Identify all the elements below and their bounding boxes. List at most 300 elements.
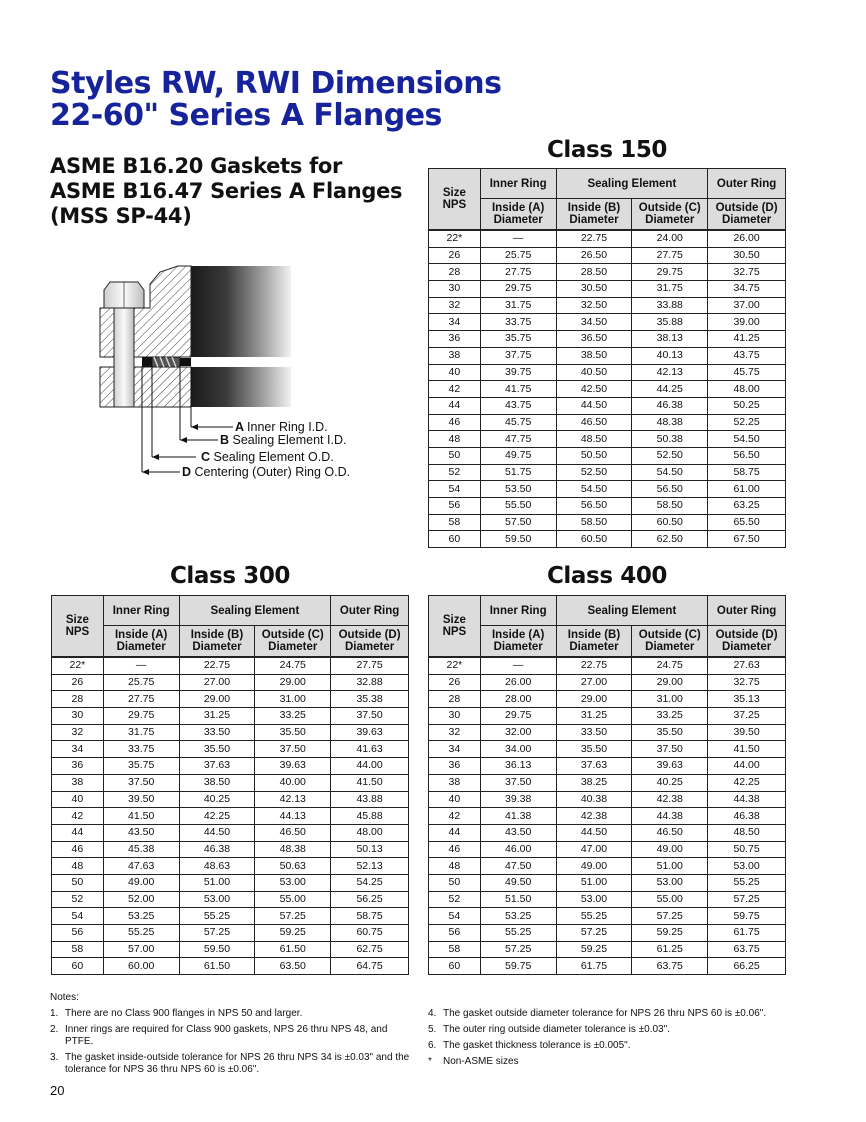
note-item <box>50 1024 410 1048</box>
value-cell: 47.00 <box>556 841 632 858</box>
value-cell: 27.75 <box>480 264 556 281</box>
table-row <box>429 708 786 725</box>
note-number: 5. <box>428 1024 437 1035</box>
value-cell: 31.00 <box>632 691 708 708</box>
value-cell: 35.50 <box>556 741 632 758</box>
size-cell: 56 <box>52 925 104 942</box>
value-cell: 58.50 <box>632 498 708 515</box>
size-nps-header <box>429 169 481 231</box>
table-row <box>52 891 409 908</box>
value-cell: 46.38 <box>632 397 708 414</box>
value-cell: 24.00 <box>632 230 708 247</box>
value-cell: 49.00 <box>632 841 708 858</box>
value-cell: 25.75 <box>103 674 179 691</box>
diameter-c-header: Outside (C) Diameter <box>632 626 708 658</box>
size-cell: 56 <box>429 925 481 942</box>
note-number: 3. <box>50 1052 59 1063</box>
size-cell: 46 <box>52 841 104 858</box>
table-row <box>429 464 786 481</box>
size-cell: 50 <box>429 874 481 891</box>
value-cell: 55.25 <box>556 908 632 925</box>
value-cell: 38.13 <box>632 331 708 348</box>
note-number: 1. <box>50 1008 59 1019</box>
outer-ring-header: Outer Ring <box>708 596 786 626</box>
value-cell: 50.63 <box>255 858 331 875</box>
value-cell: 26.00 <box>480 674 556 691</box>
value-cell: 56.50 <box>708 447 786 464</box>
value-cell: 53.00 <box>179 891 255 908</box>
size-label: Size <box>442 614 466 626</box>
value-cell: 37.50 <box>103 774 179 791</box>
page-title-line-1: Styles RW, RWI Dimensions <box>50 66 502 101</box>
value-cell: 24.75 <box>255 657 331 674</box>
size-cell: 58 <box>429 941 481 958</box>
notes-right <box>428 1008 768 1072</box>
size-cell: 52 <box>429 891 481 908</box>
table-row <box>429 808 786 825</box>
size-cell: 34 <box>429 314 481 331</box>
table-row <box>52 724 409 741</box>
diameter-a-header: Inside (A) Diameter <box>480 626 556 658</box>
diameter-b-header: Inside (B) Diameter <box>179 626 255 658</box>
value-cell: 44.00 <box>708 758 786 775</box>
value-cell: 38.25 <box>556 774 632 791</box>
sealing-element-header: Sealing Element <box>179 596 331 626</box>
size-cell: 42 <box>52 808 104 825</box>
class-400-title: Class 400 <box>546 563 668 589</box>
size-cell: 28 <box>52 691 104 708</box>
value-cell: 61.75 <box>556 958 632 975</box>
class-400-table <box>428 595 786 975</box>
value-cell: 50.38 <box>632 431 708 448</box>
value-cell: 31.75 <box>480 297 556 314</box>
value-cell: 44.13 <box>255 808 331 825</box>
value-cell: 58.50 <box>556 514 632 531</box>
diameter-d-header: Outside (D) Diameter <box>708 626 786 658</box>
value-cell: 36.13 <box>480 758 556 775</box>
value-cell: 59.25 <box>632 925 708 942</box>
note-item <box>428 1040 768 1052</box>
class-300-title: Class 300 <box>169 563 291 589</box>
value-cell: 35.38 <box>331 691 409 708</box>
table-row <box>429 858 786 875</box>
value-cell: 41.75 <box>480 381 556 398</box>
table-row <box>52 874 409 891</box>
class-150-title: Class 150 <box>546 137 668 163</box>
value-cell: 63.75 <box>708 941 786 958</box>
value-cell: 53.50 <box>480 481 556 498</box>
value-cell: 43.75 <box>480 397 556 414</box>
table-row <box>52 791 409 808</box>
value-cell: 40.38 <box>556 791 632 808</box>
page-subtitle <box>50 154 402 229</box>
note-number: 4. <box>428 1008 437 1019</box>
table-row <box>52 708 409 725</box>
value-cell: 43.88 <box>331 791 409 808</box>
value-cell: 40.50 <box>556 364 632 381</box>
value-cell: 56.25 <box>331 891 409 908</box>
value-cell: 44.38 <box>632 808 708 825</box>
class-300-table <box>51 595 409 975</box>
value-cell: 59.75 <box>480 958 556 975</box>
value-cell: 46.38 <box>708 808 786 825</box>
value-cell: 48.38 <box>255 841 331 858</box>
value-cell: 41.63 <box>331 741 409 758</box>
value-cell: 55.25 <box>179 908 255 925</box>
value-cell: 49.00 <box>103 874 179 891</box>
gasket-cross-section-diagram <box>88 262 388 492</box>
value-cell: 45.75 <box>480 414 556 431</box>
size-cell: 58 <box>52 941 104 958</box>
size-cell: 56 <box>429 498 481 515</box>
value-cell: 39.63 <box>632 758 708 775</box>
table-row <box>52 691 409 708</box>
value-cell: 29.75 <box>103 708 179 725</box>
value-cell: 57.25 <box>480 941 556 958</box>
value-cell: 41.25 <box>708 331 786 348</box>
size-cell: 22* <box>52 657 104 674</box>
value-cell: 44.38 <box>708 791 786 808</box>
value-cell: — <box>103 657 179 674</box>
size-cell: 48 <box>429 858 481 875</box>
value-cell: 33.25 <box>632 708 708 725</box>
size-cell: 46 <box>429 841 481 858</box>
table-row <box>429 498 786 515</box>
value-cell: 38.50 <box>556 347 632 364</box>
value-cell: 57.50 <box>480 514 556 531</box>
note-number: * <box>428 1056 432 1067</box>
table-row <box>429 431 786 448</box>
size-cell: 30 <box>429 281 481 298</box>
value-cell: 35.50 <box>255 724 331 741</box>
table-row <box>429 364 786 381</box>
size-cell: 40 <box>429 364 481 381</box>
value-cell: 37.50 <box>632 741 708 758</box>
value-cell: 53.25 <box>480 908 556 925</box>
diameter-d-header: Outside (D) Diameter <box>331 626 409 658</box>
value-cell: 27.75 <box>103 691 179 708</box>
value-cell: 27.75 <box>331 657 409 674</box>
diameter-b-header: Inside (B) Diameter <box>556 199 632 231</box>
value-cell: 35.13 <box>708 691 786 708</box>
table-row <box>429 414 786 431</box>
value-cell: 36.50 <box>556 331 632 348</box>
value-cell: 43.75 <box>708 347 786 364</box>
table-row <box>429 774 786 791</box>
size-cell: 44 <box>52 824 104 841</box>
value-cell: 61.50 <box>255 941 331 958</box>
table-row <box>52 824 409 841</box>
size-cell: 44 <box>429 824 481 841</box>
value-cell: 53.00 <box>708 858 786 875</box>
table-row <box>429 331 786 348</box>
value-cell: 27.75 <box>632 247 708 264</box>
note-number: 2. <box>50 1024 59 1035</box>
value-cell: 53.25 <box>103 908 179 925</box>
value-cell: 55.25 <box>708 874 786 891</box>
diagram-label-c: C Sealing Element O.D. <box>201 450 334 464</box>
size-label: Size <box>442 187 466 199</box>
subtitle-line-3: (MSS SP-44) <box>50 204 192 228</box>
value-cell: 37.63 <box>556 758 632 775</box>
value-cell: 34.50 <box>556 314 632 331</box>
size-cell: 36 <box>52 758 104 775</box>
size-cell: 32 <box>429 724 481 741</box>
table-row <box>52 741 409 758</box>
value-cell: 42.38 <box>632 791 708 808</box>
note-text: The gasket outside diameter tolerance for NPS 26 thru NPS 60 is ±0.06". <box>443 1008 767 1019</box>
value-cell: 55.00 <box>255 891 331 908</box>
value-cell: 32.75 <box>708 674 786 691</box>
value-cell: 42.25 <box>708 774 786 791</box>
value-cell: 41.50 <box>103 808 179 825</box>
class-150-table <box>428 168 786 548</box>
diameter-d-header: Outside (D) Diameter <box>708 199 786 231</box>
value-cell: 53.00 <box>556 891 632 908</box>
value-cell: 30.50 <box>708 247 786 264</box>
value-cell: 54.50 <box>708 431 786 448</box>
table-row <box>429 447 786 464</box>
size-cell: 50 <box>429 447 481 464</box>
value-cell: 50.13 <box>331 841 409 858</box>
value-cell: 42.50 <box>556 381 632 398</box>
value-cell: 29.00 <box>255 674 331 691</box>
value-cell: — <box>480 230 556 247</box>
value-cell: 33.88 <box>632 297 708 314</box>
value-cell: 57.25 <box>708 891 786 908</box>
note-item <box>428 1056 768 1068</box>
value-cell: 35.50 <box>179 741 255 758</box>
value-cell: 63.75 <box>632 958 708 975</box>
table-row <box>52 657 409 674</box>
table-row <box>52 758 409 775</box>
value-cell: 54.25 <box>331 874 409 891</box>
size-cell: 22* <box>429 230 481 247</box>
diameter-c-header: Outside (C) Diameter <box>255 626 331 658</box>
value-cell: 59.50 <box>179 941 255 958</box>
value-cell: 48.00 <box>708 381 786 398</box>
value-cell: 37.00 <box>708 297 786 314</box>
table-row <box>429 531 786 548</box>
value-cell: 40.00 <box>255 774 331 791</box>
table-row <box>52 774 409 791</box>
value-cell: — <box>480 657 556 674</box>
size-cell: 52 <box>52 891 104 908</box>
value-cell: 47.75 <box>480 431 556 448</box>
value-cell: 65.50 <box>708 514 786 531</box>
nps-label: NPS <box>65 626 90 638</box>
value-cell: 44.00 <box>331 758 409 775</box>
value-cell: 31.25 <box>556 708 632 725</box>
value-cell: 32.88 <box>331 674 409 691</box>
value-cell: 31.00 <box>255 691 331 708</box>
value-cell: 57.25 <box>632 908 708 925</box>
size-cell: 54 <box>429 908 481 925</box>
value-cell: 55.25 <box>103 925 179 942</box>
value-cell: 29.00 <box>632 674 708 691</box>
size-cell: 60 <box>52 958 104 975</box>
value-cell: 57.25 <box>255 908 331 925</box>
size-cell: 38 <box>429 774 481 791</box>
table-row <box>429 841 786 858</box>
value-cell: 27.00 <box>556 674 632 691</box>
value-cell: 48.00 <box>331 824 409 841</box>
value-cell: 57.00 <box>103 941 179 958</box>
value-cell: 51.75 <box>480 464 556 481</box>
page-number: 20 <box>50 1083 65 1098</box>
note-number: 6. <box>428 1040 437 1051</box>
value-cell: 31.25 <box>179 708 255 725</box>
value-cell: 61.75 <box>708 925 786 942</box>
value-cell: 24.75 <box>632 657 708 674</box>
value-cell: 43.50 <box>103 824 179 841</box>
value-cell: 41.50 <box>708 741 786 758</box>
note-text: Inner rings are required for Class 900 gaskets, NPS 26 thru NPS 48, and PTFE. <box>65 1024 388 1047</box>
value-cell: 52.13 <box>331 858 409 875</box>
table-row <box>52 841 409 858</box>
value-cell: 39.38 <box>480 791 556 808</box>
value-cell: 31.75 <box>632 281 708 298</box>
size-cell: 30 <box>52 708 104 725</box>
size-cell: 50 <box>52 874 104 891</box>
size-cell: 26 <box>429 674 481 691</box>
note-item <box>428 1024 768 1036</box>
value-cell: 48.63 <box>179 858 255 875</box>
size-cell: 28 <box>429 264 481 281</box>
value-cell: 39.63 <box>255 758 331 775</box>
value-cell: 34.75 <box>708 281 786 298</box>
table-row <box>429 724 786 741</box>
value-cell: 58.75 <box>708 464 786 481</box>
size-cell: 26 <box>52 674 104 691</box>
value-cell: 52.50 <box>556 464 632 481</box>
table-row <box>429 691 786 708</box>
value-cell: 29.75 <box>480 281 556 298</box>
value-cell: 29.00 <box>556 691 632 708</box>
value-cell: 39.00 <box>708 314 786 331</box>
value-cell: 59.25 <box>255 925 331 942</box>
value-cell: 32.00 <box>480 724 556 741</box>
diameter-b-header: Inside (B) Diameter <box>556 626 632 658</box>
size-cell: 42 <box>429 808 481 825</box>
value-cell: 38.50 <box>179 774 255 791</box>
value-cell: 22.75 <box>556 230 632 247</box>
value-cell: 47.50 <box>480 858 556 875</box>
value-cell: 60.00 <box>103 958 179 975</box>
size-cell: 34 <box>429 741 481 758</box>
size-cell: 54 <box>52 908 104 925</box>
value-cell: 35.88 <box>632 314 708 331</box>
value-cell: 29.75 <box>480 708 556 725</box>
value-cell: 26.00 <box>708 230 786 247</box>
value-cell: 61.50 <box>179 958 255 975</box>
table-row <box>429 741 786 758</box>
value-cell: 37.75 <box>480 347 556 364</box>
value-cell: 43.50 <box>480 824 556 841</box>
value-cell: 37.50 <box>255 741 331 758</box>
table-row <box>429 874 786 891</box>
value-cell: 42.13 <box>632 364 708 381</box>
size-cell: 48 <box>52 858 104 875</box>
value-cell: 40.25 <box>632 774 708 791</box>
table-header <box>429 596 786 658</box>
value-cell: 55.00 <box>632 891 708 908</box>
table-row <box>429 247 786 264</box>
inner-ring-header: Inner Ring <box>103 596 179 626</box>
subtitle-line-2: ASME B16.47 Series A Flanges <box>50 179 403 203</box>
note-item <box>428 1008 768 1020</box>
size-cell: 32 <box>52 724 104 741</box>
page-title <box>50 68 501 132</box>
size-cell: 32 <box>429 297 481 314</box>
value-cell: 53.00 <box>632 874 708 891</box>
inner-ring-header: Inner Ring <box>480 169 556 199</box>
value-cell: 33.50 <box>556 724 632 741</box>
table-row <box>52 674 409 691</box>
flange-drawing <box>88 262 388 487</box>
table-row <box>429 824 786 841</box>
value-cell: 46.50 <box>556 414 632 431</box>
value-cell: 51.00 <box>556 874 632 891</box>
page-title-line-2: 22-60" Series A Flanges <box>50 98 442 133</box>
value-cell: 63.25 <box>708 498 786 515</box>
value-cell: 39.50 <box>708 724 786 741</box>
size-cell: 30 <box>429 708 481 725</box>
note-text: There are no Class 900 flanges in NPS 50 and larger. <box>65 1008 303 1019</box>
value-cell: 42.25 <box>179 808 255 825</box>
value-cell: 46.00 <box>480 841 556 858</box>
value-cell: 62.75 <box>331 941 409 958</box>
table-row <box>429 791 786 808</box>
diameter-a-header: Inside (A) Diameter <box>480 199 556 231</box>
value-cell: 54.50 <box>556 481 632 498</box>
value-cell: 67.50 <box>708 531 786 548</box>
value-cell: 46.38 <box>179 841 255 858</box>
value-cell: 49.50 <box>480 874 556 891</box>
outer-ring-header: Outer Ring <box>331 596 409 626</box>
value-cell: 49.00 <box>556 858 632 875</box>
value-cell: 64.75 <box>331 958 409 975</box>
size-cell: 60 <box>429 531 481 548</box>
size-cell: 38 <box>429 347 481 364</box>
value-cell: 39.50 <box>103 791 179 808</box>
table-row <box>429 941 786 958</box>
value-cell: 52.50 <box>632 447 708 464</box>
value-cell: 60.75 <box>331 925 409 942</box>
value-cell: 37.50 <box>331 708 409 725</box>
value-cell: 41.38 <box>480 808 556 825</box>
note-item <box>50 1008 410 1020</box>
size-cell: 60 <box>429 958 481 975</box>
note-text: The gasket inside-outside tolerance for NPS 26 thru NPS 34 is ±0.03" and the tolerance for NPS 36 thru NPS 60 is ±0.06". <box>65 1052 410 1075</box>
table-row <box>429 264 786 281</box>
value-cell: 59.50 <box>480 531 556 548</box>
size-cell: 26 <box>429 247 481 264</box>
value-cell: 25.75 <box>480 247 556 264</box>
table-row <box>429 958 786 975</box>
size-cell: 38 <box>52 774 104 791</box>
diagram-label-a: A Inner Ring I.D. <box>235 420 328 434</box>
size-nps-header <box>429 596 481 658</box>
table-row <box>429 347 786 364</box>
value-cell: 46.50 <box>255 824 331 841</box>
value-cell: 29.75 <box>632 264 708 281</box>
table-row <box>429 758 786 775</box>
value-cell: 45.38 <box>103 841 179 858</box>
value-cell: 51.00 <box>632 858 708 875</box>
table-header <box>429 169 786 231</box>
table-row <box>429 281 786 298</box>
